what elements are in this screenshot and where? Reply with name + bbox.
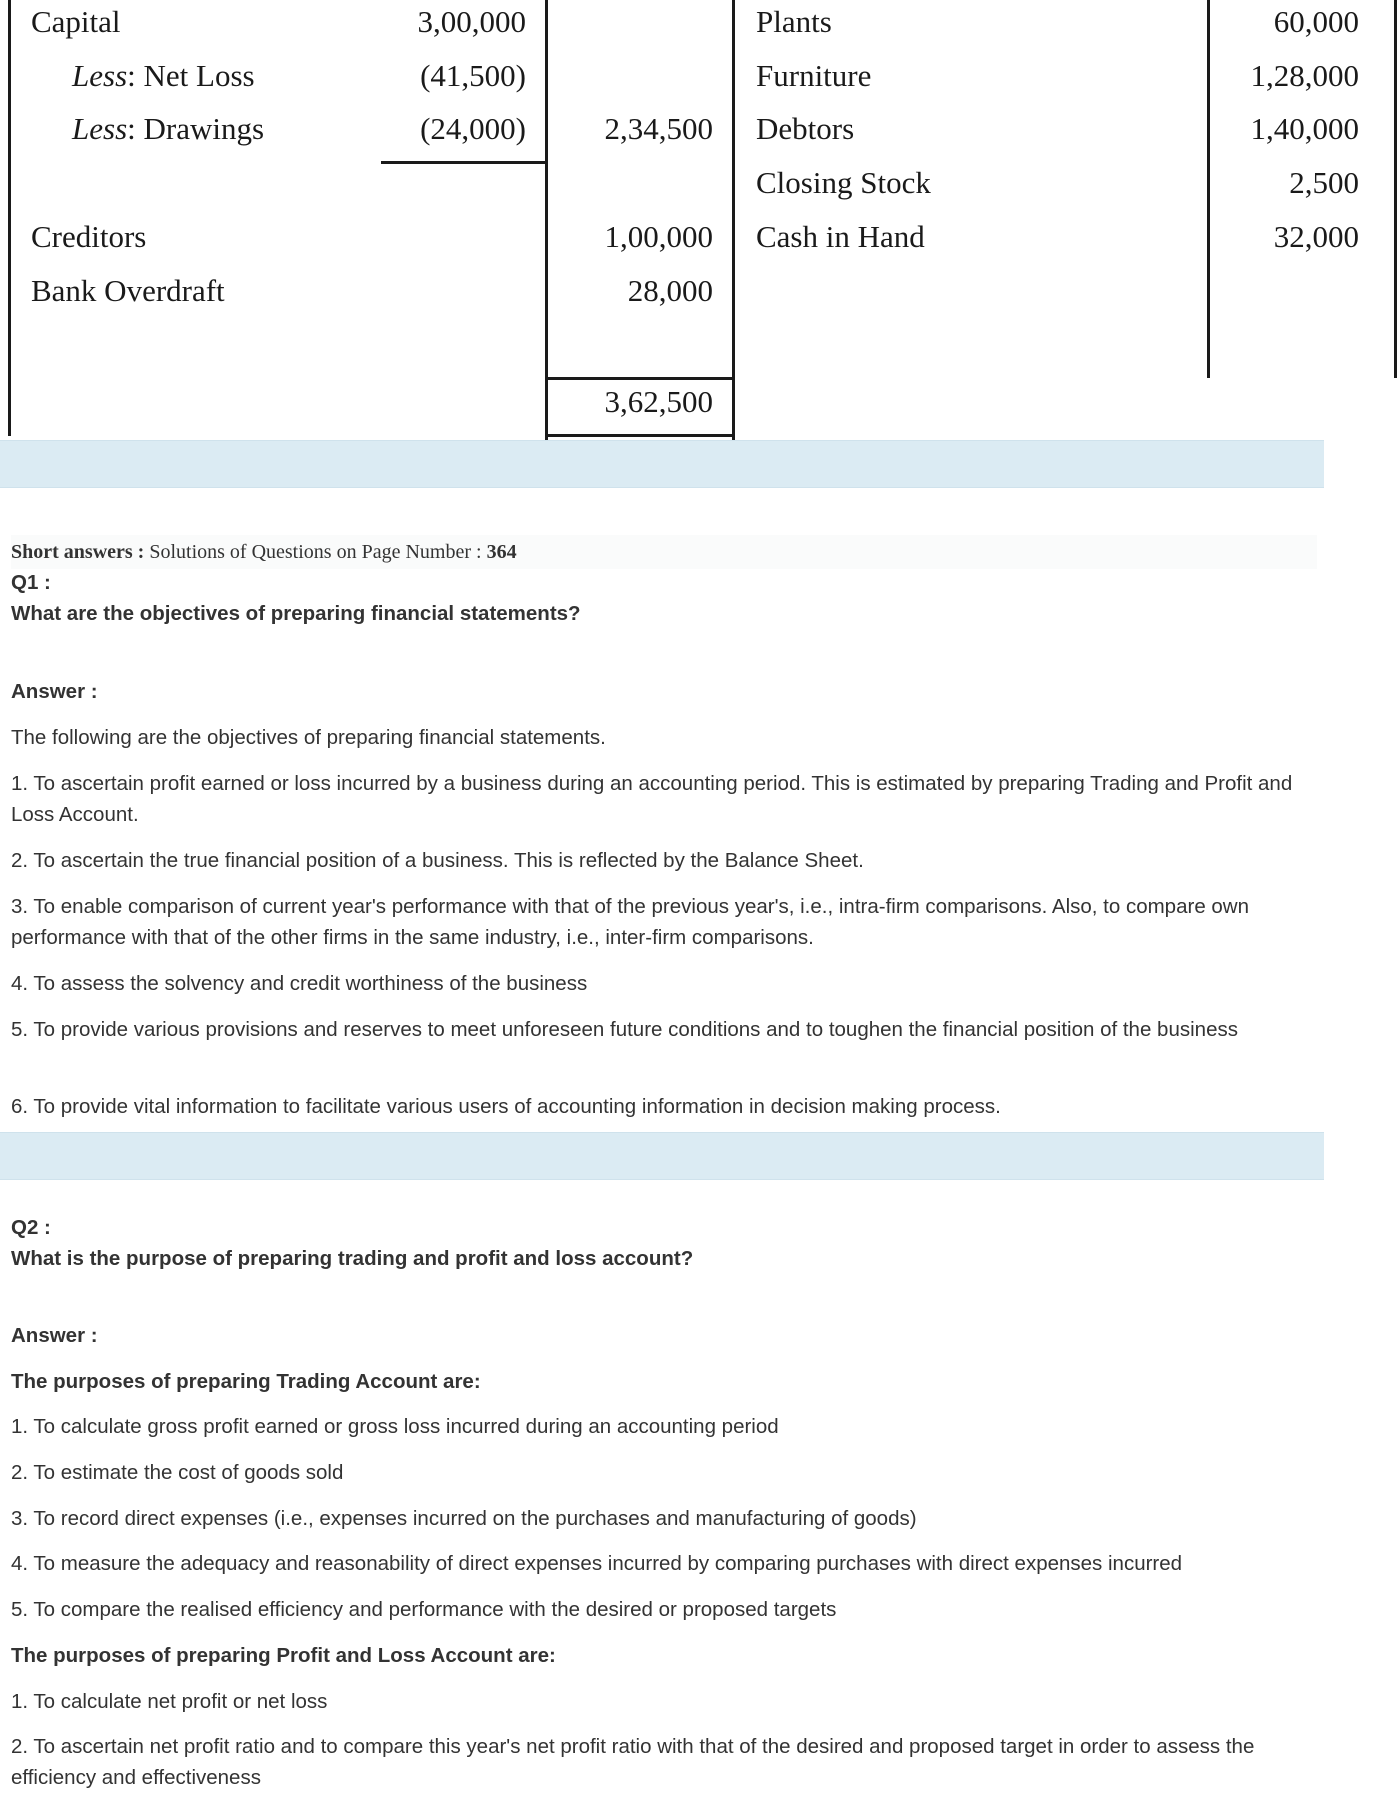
liability-total: 2,34,500 — [604, 111, 713, 146]
capital-subtotal-rule — [381, 161, 547, 164]
liability-label: Capital — [31, 4, 121, 39]
trading-account-point: 2. To estimate the cost of goods sold — [11, 1461, 344, 1484]
liability-label: Bank Overdraft — [31, 273, 225, 308]
question-1-intro: The following are the objectives of preparing financial statements. — [11, 726, 606, 749]
question-2-answer-label: Answer : — [11, 1324, 98, 1347]
assets-amount-rule — [1207, 0, 1210, 378]
asset-amount: 32,000 — [1273, 219, 1359, 254]
section-divider-band — [0, 440, 1324, 488]
question-1-number: Q1 : — [11, 571, 51, 594]
asset-label: Debtors — [756, 111, 855, 146]
short-answers-label: Short answers : — [11, 541, 145, 563]
grand-total-top-rule — [545, 377, 735, 380]
liability-total: 1,00,000 — [604, 219, 713, 254]
trading-account-point: 5. To compare the realised efficiency and performance with the desired or proposed targets — [11, 1598, 837, 1621]
question-2-number: Q2 : — [11, 1216, 51, 1239]
total-column-left-rule — [545, 0, 548, 440]
profit-loss-point: 1. To calculate net profit or net loss — [11, 1690, 328, 1713]
table-left-border — [8, 0, 11, 436]
trading-account-point: 1. To calculate gross profit earned or gross loss incurred during an accounting period — [11, 1415, 779, 1438]
question-1-point: 3. To enable comparison of current year's performance with that of the previous year's, i.e., intra-firm comparisons. Also, to compare own performance with that of the other firms in the same industry, i.e., inter-firm comparisons. — [11, 895, 1250, 949]
short-answers-page-number: 364 — [486, 541, 517, 563]
trading-account-heading: The purposes of preparing Trading Account are: — [11, 1370, 481, 1393]
asset-label: Plants — [756, 4, 832, 39]
asset-amount: 1,28,000 — [1250, 58, 1359, 93]
asset-amount: 2,500 — [1289, 165, 1359, 200]
question-1-text: What are the objectives of preparing financial statements? — [11, 602, 581, 625]
short-answers-text: Solutions of Questions on Page Number : — [144, 541, 487, 563]
asset-label: Furniture — [756, 58, 872, 93]
liability-total: 28,000 — [627, 273, 713, 308]
section-divider-band — [0, 1132, 1324, 1180]
trading-account-point: 3. To record direct expenses (i.e., expenses incurred on the purchases and manufacturing of goods) — [11, 1507, 917, 1530]
liabilities-grand-total: 3,62,500 — [604, 384, 713, 419]
asset-amount: 1,40,000 — [1250, 111, 1359, 146]
profit-loss-heading: The purposes of preparing Profit and Loss Account are: — [11, 1644, 556, 1667]
total-column-right-rule — [732, 0, 735, 440]
question-1-point: 6. To provide vital information to facilitate various users of accounting information in decision making process. — [11, 1095, 1001, 1118]
question-1-point: 1. To ascertain profit earned or loss incurred by a business during an accounting period. This is estimated by preparing Trading and Profit and Loss Account. — [11, 772, 1293, 826]
liability-label: Less: Drawings — [72, 111, 265, 146]
liability-amount: (24,000) — [420, 111, 526, 146]
balance-sheet-table — [0, 0, 1399, 440]
profit-loss-point: 2. To ascertain net profit ratio and to compare this year's net profit ratio with that of the desired and proposed target in order to assess the efficiency and effectiveness — [11, 1735, 1255, 1789]
asset-label: Closing Stock — [756, 165, 931, 200]
liability-amount: 3,00,000 — [417, 4, 526, 39]
question-1-point: 5. To provide various provisions and reserves to meet unforeseen future conditions and to toughen the financial position of the business — [11, 1018, 1238, 1041]
table-right-border — [1394, 0, 1397, 378]
liability-amount: (41,500) — [420, 58, 526, 93]
liability-label: Creditors — [31, 219, 147, 254]
liability-label: Less: Net Loss — [72, 58, 255, 93]
trading-account-point: 4. To measure the adequacy and reasonability of direct expenses incurred by comparing purchases with direct expenses incurred — [11, 1552, 1183, 1575]
asset-amount: 60,000 — [1273, 4, 1359, 39]
asset-label: Cash in Hand — [756, 219, 925, 254]
question-1-point: 4. To assess the solvency and credit worthiness of the business — [11, 972, 588, 995]
question-2-text: What is the purpose of preparing trading and profit and loss account? — [11, 1247, 694, 1270]
question-1-point: 2. To ascertain the true financial position of a business. This is reflected by the Balance Sheet. — [11, 849, 864, 872]
short-answers-header — [11, 535, 1317, 569]
question-1-answer-label: Answer : — [11, 680, 98, 703]
grand-total-bottom-rule — [545, 434, 735, 437]
